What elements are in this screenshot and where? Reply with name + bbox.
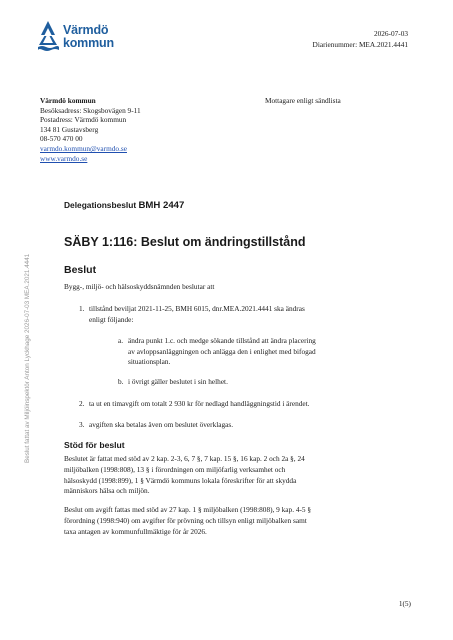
kommun-logo <box>36 20 146 60</box>
delegation-label: Delegationsbeslut <box>64 200 137 210</box>
fee-basis-paragraph: Beslut om avgift fattas med stöd av 27 kap. 1 § miljöbalken (1998:808), 9 kap. 4-5 § förordning (1998:940) om avgifter för prövning och tillsyn enligt miljöbalken samt taxa antagen av kommunfullmäktige för år 2026. <box>64 505 312 536</box>
visit-address: Besöksadress: Skogsbovägen 9-11 <box>40 105 141 115</box>
side-annotation: Beslut fattat av Miljöinspektör Anton Lyckhage 2026-07-03 MEA.2021.4441 <box>24 253 31 463</box>
delegation-heading <box>64 200 184 211</box>
list-item-number: 1. <box>79 304 85 313</box>
postal-address: Postadress: Värmdö kommun <box>40 115 127 125</box>
sub-list-item <box>118 336 400 368</box>
section-heading-beslut: Beslut <box>64 264 97 276</box>
list-item <box>64 399 400 410</box>
sub-item-text: ändra punkt 1.c. och medge sökande tillstånd att ändra placering <box>128 336 316 345</box>
sub-item-text: i övrigt gäller beslutet i sin helhet. <box>128 377 228 386</box>
sender-name: Värmdö kommun <box>40 96 96 105</box>
kommun-emblem-icon <box>36 20 60 52</box>
website-link[interactable]: www.varmdo.se <box>40 153 88 163</box>
list-item-number: 3. <box>79 420 85 429</box>
sub-item-text: situationsplan. <box>128 357 171 366</box>
list-item-text: enligt följande: <box>89 314 134 324</box>
list-item <box>64 420 400 431</box>
header-meta <box>313 28 408 50</box>
list-item-number: 2. <box>79 399 85 408</box>
sender-block <box>40 96 141 163</box>
sub-item-letter: b. <box>118 377 124 386</box>
recipient-label: Mottagare enligt sändlista <box>265 96 341 105</box>
phone-number: 08-570 470 00 <box>40 134 83 144</box>
sub-item-letter: a. <box>118 336 124 345</box>
postal-code-city: 134 81 Gustavsberg <box>40 124 99 134</box>
page-number: 1(5) <box>398 599 411 608</box>
document-title: SÄBY 1:116: Beslut om ändringstillstånd <box>64 235 306 249</box>
list-item-text: avgiften ska betalas även om beslutet överklagas. <box>89 420 234 429</box>
logo-wordmark: Värmdö kommun <box>63 23 114 50</box>
sub-list-item <box>118 377 400 388</box>
email-link[interactable]: varmdo.kommun@varmdo.se <box>40 143 127 153</box>
sub-item-text: av avloppsanläggningen och anlägga den i enlighet med bifogad <box>128 346 316 356</box>
list-item-text: ta ut en timavgift om totalt 2 930 kr för nedlagd handläggningstid i ärendet. <box>89 399 310 408</box>
document-date: 2026-07-03 <box>373 29 408 38</box>
list-item-text: tillstånd beviljat 2021-11-25, BMH 6015, dnr.MEA.2021.4441 ska ändras <box>89 304 305 313</box>
delegation-number: BMH 2447 <box>138 200 185 211</box>
legal-basis-paragraph: Beslutet är fattat med stöd av 2 kap. 2-3, 6, 7 §, 7 kap. 15 §, 16 kap. 2 och 2a §, 24 miljöbalken (1998:808), 13 § i förordningen om miljöfarlig verksamhet och hälsoskydd (1998:899), 1 § Värmdö kommuns lokala föreskrifter för att skydda människors hälsa och miljön. <box>64 454 305 496</box>
list-item <box>64 304 400 325</box>
diarienummer: Diarienummer: MEA.2021.4441 <box>312 40 408 49</box>
section-heading-stod: Stöd för beslut <box>64 440 125 450</box>
decision-intro: Bygg-, miljö- och hälsoskyddsnämnden beslutar att <box>64 282 215 291</box>
